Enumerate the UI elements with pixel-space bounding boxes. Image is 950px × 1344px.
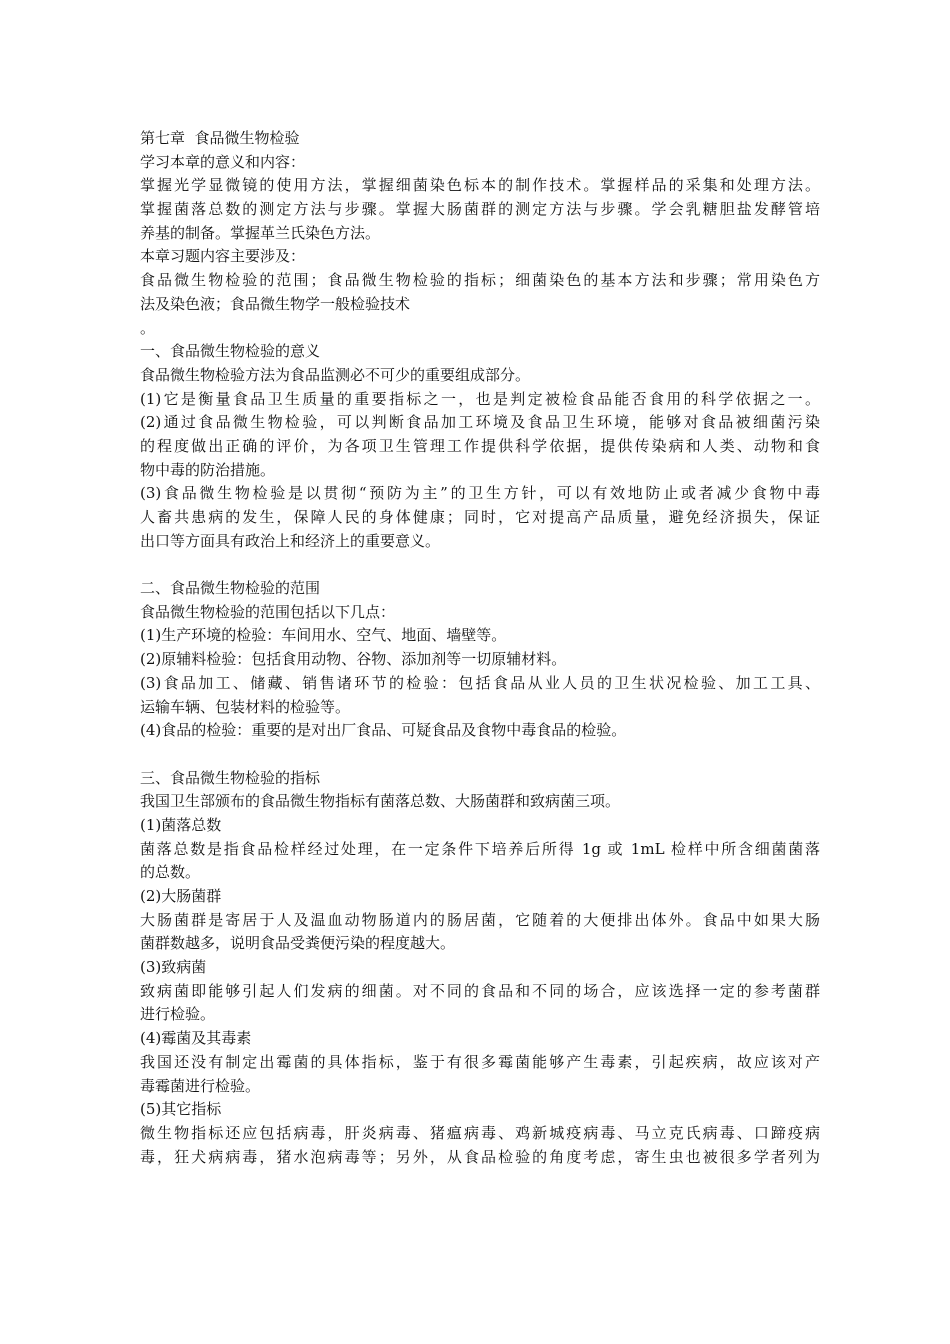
text-line: 掌握光学显微镜的使用方法，掌握细菌染色标本的制作技术。掌握样品的采集和处理方法。: [140, 176, 820, 195]
blank-line: [140, 743, 820, 767]
text-line: 法及染色液；食品微生物学一般检验技术: [140, 294, 411, 313]
text-line: (1)生产环境的检验：车间用水、空气、地面、墙壁等。: [140, 626, 507, 645]
text-line: 人畜共患病的发生，保障人民的身体健康；同时，它对提高产品质量，避免经济损失，保证: [140, 508, 820, 526]
text-line: (2)原辅料检验：包括食用动物、谷物、添加剂等一切原辅材料。: [140, 650, 567, 669]
text-line: 食品微生物检验的范围包括以下几点：: [140, 602, 396, 621]
text-line: 大肠菌群是寄居于人及温血动物肠道内的肠居菌，它随着的大便排出体外。食品中如果大肠: [140, 910, 820, 929]
text-line: 三、食品微生物检验的指标: [140, 768, 321, 787]
text-line: (2)通过食品微生物检验，可以判断食品加工环境及食品卫生环境，能够对食品被细菌污染: [140, 413, 820, 432]
text-line: (3)食品加工、储藏、销售诸环节的检验：包括食品从业人员的卫生状况检验、加工工具、: [140, 673, 820, 692]
text-line: 我国卫生部颁布的食品微生物指标有菌落总数、大肠菌群和致病菌三项。: [140, 792, 621, 811]
text-line: 养基的制备。掌握革兰氏染色方法。: [140, 223, 381, 242]
text-line: 微生物指标还应包括病毒，肝炎病毒、猪瘟病毒、鸡新城疫病毒、马立克氏病毒、口蹄疫病: [140, 1123, 820, 1142]
text-line: 毒，狂犬病病毒，猪水泡病毒等；另外，从食品检验的角度考虑，寄生虫也被很多学者列为: [140, 1147, 820, 1166]
text-line: 物中毒的防治措施。: [140, 460, 276, 479]
text-line: (4)霉菌及其毒素: [140, 1029, 252, 1048]
text-line: 第七章 食品微生物检验: [140, 129, 300, 147]
text-line: 二、食品微生物检验的范围: [140, 579, 321, 598]
text-line: 我国还没有制定出霉菌的具体指标，鉴于有很多霉菌能够产生毒素，引起疾病，故应该对产: [140, 1052, 820, 1071]
text-line: 致病菌即能够引起人们发病的细菌。对不同的食品和不同的场合，应该选择一定的参考菌群: [140, 981, 820, 1000]
document-body: [140, 127, 820, 1169]
text-line: (3)食品微生物检验是以贯彻“预防为主”的卫生方针，可以有效地防止或者减少食物中毒: [140, 484, 820, 503]
text-line: (2)大肠菌群: [140, 887, 222, 905]
text-line: 学习本章的意义和内容：: [140, 152, 306, 171]
text-line: 毒霉菌进行检验。: [140, 1076, 261, 1095]
text-line: 的总数。: [140, 863, 201, 882]
text-line: (5)其它指标: [140, 1100, 222, 1119]
text-line: 食品微生物检验方法为食品监测必不可少的重要组成部分。: [140, 365, 531, 384]
text-line: (1)菌落总数: [140, 815, 222, 834]
text-line: (4)食品的检验：重要的是对出厂食品、可疑食品及食物中毒食品的检验。: [140, 721, 627, 740]
text-line: 运输车辆、包装材料的检验等。: [140, 697, 351, 716]
text-line: 本章习题内容主要涉及：: [140, 247, 306, 266]
text-line: 。: [140, 318, 156, 337]
blank-line: [140, 553, 820, 577]
text-line: (1)它是衡量食品卫生质量的重要指标之一，也是判定被检食品能否食用的科学依据之一。: [140, 389, 820, 408]
text-line: 的程度做出正确的评价，为各项卫生管理工作提供科学依据，提供传染病和人类、动物和食: [140, 436, 820, 455]
text-line: 进行检验。: [140, 1005, 216, 1024]
text-line: 菌群数越多，说明食品受粪便污染的程度越大。: [140, 934, 456, 953]
text-line: 菌落总数是指食品检样经过处理，在一定条件下培养后所得 1g 或 1mL 检样中所含细菌菌落: [140, 839, 820, 858]
text-line: (3)致病菌: [140, 958, 207, 977]
text-line: 出口等方面具有政治上和经济上的重要意义。: [140, 531, 441, 550]
text-line: 掌握菌落总数的测定方法与步骤。掌握大肠菌群的测定方法与步骤。学会乳糖胆盐发酵管培: [140, 200, 820, 219]
text-line: 一、食品微生物检验的意义: [140, 342, 321, 361]
text-line: 食品微生物检验的范围；食品微生物检验的指标；细菌染色的基本方法和步骤；常用染色方: [140, 271, 820, 290]
